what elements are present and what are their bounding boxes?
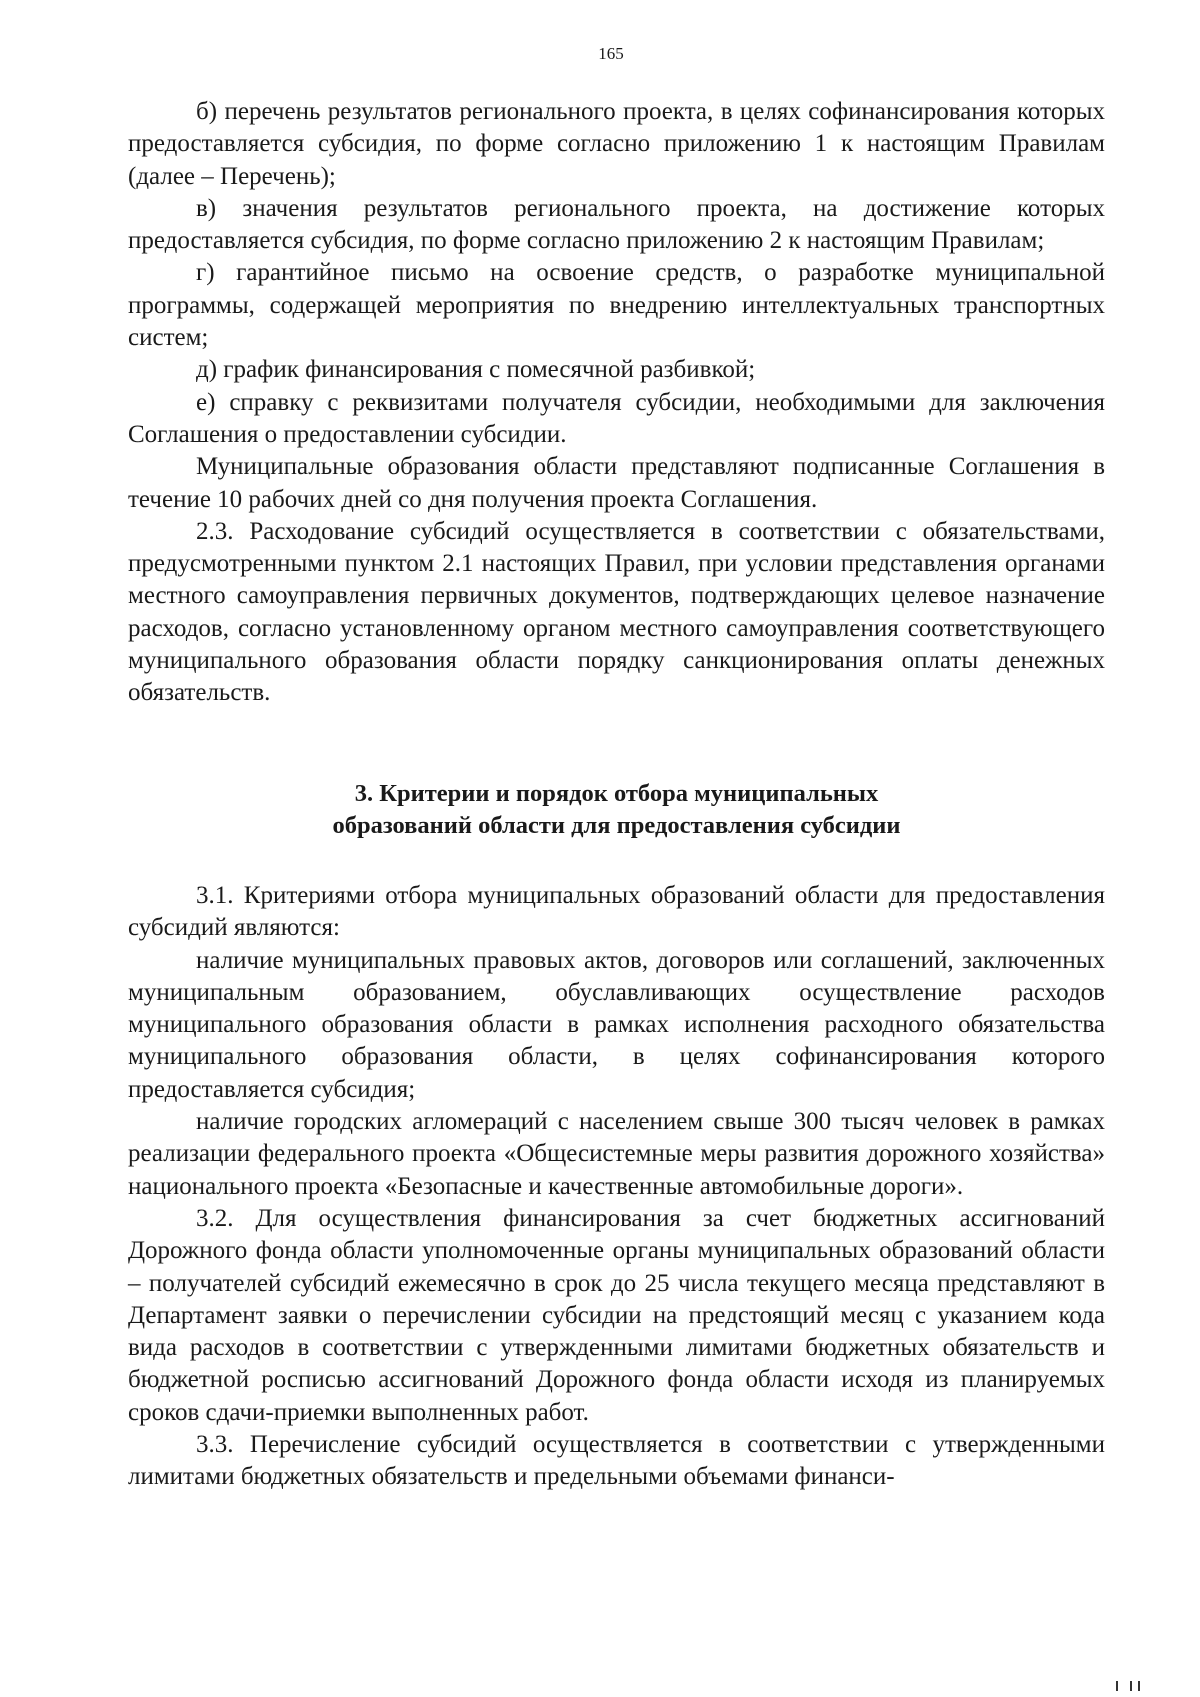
- paragraph-criterion-agglomerations: наличие городских агломераций с населением свыше 300 тысяч человек в рамках реализации федерального проекта «Общесистемные меры развития дорожного хозяйства» национального проекта «Безопасные и качественные автомобильные дороги».: [128, 1108, 1105, 1200]
- paragraph-d-financing-schedule: д) график финансирования с помесячной разбивкой;: [196, 356, 756, 384]
- paragraph-3-3: 3.3. Перечисление субсидий осуществляется в соответствии с утвержденными лимитами бюджетных обязательств и предельными объемами финанси-: [128, 1431, 1105, 1491]
- section-3-body: [128, 880, 1105, 1494]
- paragraph-3-2: 3.2. Для осуществления финансирования за счет бюджетных ассигнований Дорожного фонда области уполномоченные органы муниципальных образований области – получателей субсидий ежемесячно в срок до 25 числа текущего месяца представляют в Департамент заявки о перечислении субсидии на предстоящий месяц с указанием кода вида расходов в соответствии с утвержденными лимитами бюджетных обязательств и бюджетной росписью ассигнований Дорожного фонда области исходя из планируемых сроков сдачи-приемки выполненных работ.: [128, 1204, 1105, 1426]
- paragraph-v-results-values: в) значения результатов регионального проекта, на достижение которых предоставляется субсидия, по форме согласно приложению 2 к настоящим Правилам;: [128, 194, 1105, 255]
- section-3-heading-line-2: образований области для предоставления субсидии: [332, 812, 901, 839]
- paragraph-2-3: 2.3. Расходование субсидий осуществляется в соответствии с обязательствами, предусмотренными пунктом 2.1 настоящих Правил, при условии представления органами местного самоуправления первичных документов, подтверждающих целевое назначение расходов, согласно установленному органом местного самоуправления соответствующего муниципального образования области порядку санкционирования оплаты денежных обязательств.: [128, 517, 1105, 707]
- scan-corner-mark: [1110, 1677, 1150, 1691]
- paragraph-b-results-list: б) перечень результатов регионального проекта, в целях софинансирования которых предоставляется субсидия, по форме согласно приложению 1 к настоящим Правилам (далее – Перечень);: [128, 98, 1105, 190]
- paragraph-signed-agreements: Муниципальные образования области представляют подписанные Соглашения в течение 10 рабочих дней со дня получения проекта Соглашения.: [128, 453, 1105, 513]
- paragraph-criterion-legal-acts: наличие муниципальных правовых актов, договоров или соглашений, заключенных муниципальным образованием, обуславливающих осуществление расходов муниципального образования области в рамках исполнения расходного обязательства муниципального образования области, в целях софинансирования которого предоставляется субсидия;: [128, 946, 1105, 1103]
- paragraph-g-guarantee-letter: г) гарантийное письмо на освоение средств, о разработке муниципальной программы, содержащей мероприятия по внедрению интеллектуальных транспортных систем;: [128, 259, 1105, 352]
- page-number: 165: [598, 44, 624, 63]
- section-3-heading: [128, 778, 1105, 842]
- section-2-continuation: [128, 96, 1105, 710]
- paragraph-e-bank-details: е) справку с реквизитами получателя субсидии, необходимыми для заключения Соглашения о предоставлении субсидии.: [128, 388, 1105, 448]
- paragraph-3-1: 3.1. Критериями отбора муниципальных образований области для предоставления субсидий являются:: [128, 882, 1105, 942]
- section-3-heading-line-1: 3. Критерии и порядок отбора муниципальных: [354, 780, 879, 807]
